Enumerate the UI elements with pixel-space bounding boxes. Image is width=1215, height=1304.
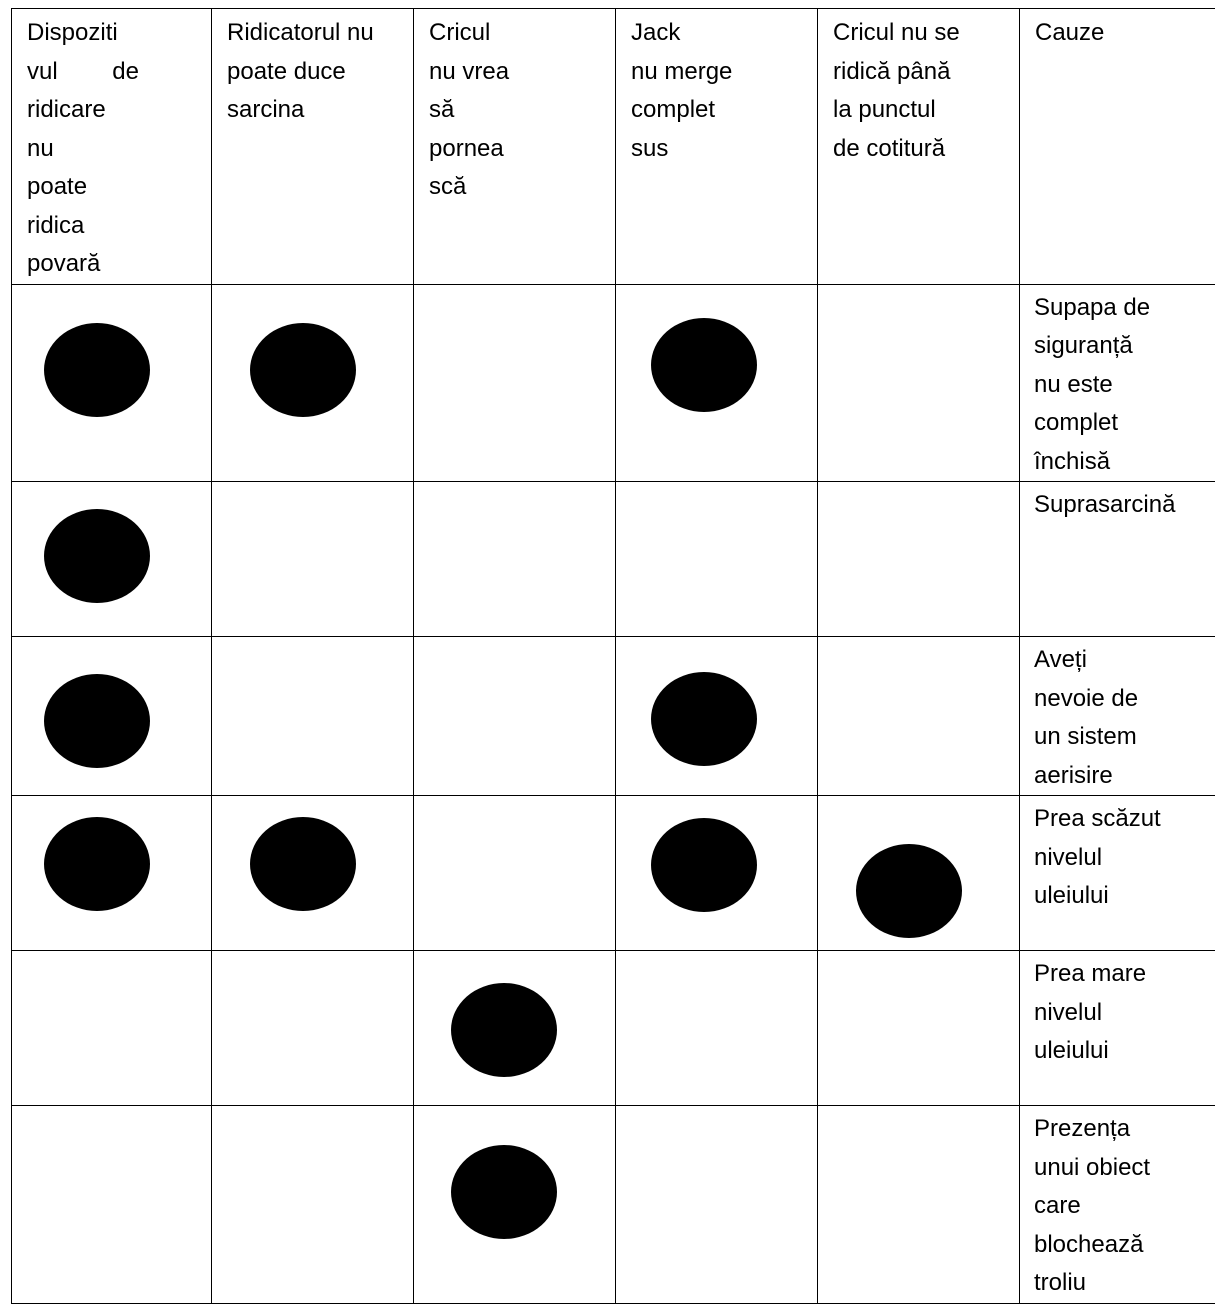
header-line: poate — [27, 168, 201, 207]
header-cell — [12, 9, 212, 285]
cause-cell — [1020, 951, 1215, 1106]
table-row — [12, 796, 1215, 951]
cause-line: nu este — [1034, 366, 1209, 405]
filled-circle-mark — [451, 983, 557, 1077]
cause-line: Prea scăzut — [1034, 800, 1209, 839]
header-word: vul — [27, 53, 58, 92]
header-line: pornea — [429, 130, 605, 169]
mark-cell — [12, 284, 212, 482]
mark-cell — [616, 1106, 818, 1304]
cause-cell — [1020, 1106, 1215, 1304]
mark-cell — [616, 284, 818, 482]
header-line: ridică până — [833, 53, 1009, 92]
cause-line: Supapa de — [1034, 289, 1209, 328]
filled-circle-mark — [651, 818, 757, 912]
mark-cell — [12, 796, 212, 951]
header-line: nu — [27, 130, 201, 169]
header-cell — [212, 9, 414, 285]
filled-circle-mark — [44, 674, 150, 768]
header-line: ridicare — [27, 91, 201, 130]
table-row — [12, 482, 1215, 637]
header-line: povară — [27, 245, 201, 284]
header-line: sus — [631, 130, 807, 169]
mark-cell — [212, 482, 414, 637]
mark-cell — [616, 482, 818, 637]
mark-cell — [12, 637, 212, 796]
header-line: nu vrea — [429, 53, 605, 92]
mark-cell — [212, 284, 414, 482]
header-word: de — [112, 53, 139, 92]
mark-cell — [616, 637, 818, 796]
cause-line: uleiului — [1034, 877, 1209, 916]
table-row — [12, 951, 1215, 1106]
filled-circle-mark — [44, 323, 150, 417]
header-line: Jack — [631, 14, 807, 53]
filled-circle-mark — [651, 318, 757, 412]
mark-cell — [414, 1106, 616, 1304]
mark-cell — [12, 951, 212, 1106]
cause-line: Suprasarcină — [1034, 486, 1209, 525]
mark-cell — [616, 951, 818, 1106]
header-line — [27, 53, 139, 92]
header-cell — [818, 9, 1020, 285]
header-line: poate duce — [227, 53, 403, 92]
mark-cell — [818, 951, 1020, 1106]
mark-cell — [414, 796, 616, 951]
mark-cell — [212, 796, 414, 951]
mark-cell — [818, 637, 1020, 796]
mark-cell — [414, 284, 616, 482]
header-line: nu merge — [631, 53, 807, 92]
cause-line: troliu — [1034, 1264, 1209, 1303]
mark-cell — [818, 796, 1020, 951]
header-line: sarcina — [227, 91, 403, 130]
filled-circle-mark — [250, 817, 356, 911]
cause-line: închisă — [1034, 443, 1209, 482]
header-line: Cauze — [1035, 14, 1205, 53]
header-row — [12, 9, 1215, 285]
mark-cell — [414, 482, 616, 637]
cause-line: Aveți — [1034, 641, 1209, 680]
mark-cell — [12, 482, 212, 637]
header-line: Ridicatorul nu — [227, 14, 403, 53]
cause-line: nivelul — [1034, 839, 1209, 878]
cause-line: unui obiect — [1034, 1149, 1209, 1188]
filled-circle-mark — [250, 323, 356, 417]
filled-circle-mark — [44, 509, 150, 603]
cause-line: un sistem — [1034, 718, 1209, 757]
header-line: să — [429, 91, 605, 130]
header-line: complet — [631, 91, 807, 130]
cause-line: care — [1034, 1187, 1209, 1226]
cause-line: aerisire — [1034, 757, 1209, 796]
header-line: ridica — [27, 207, 201, 246]
table-row — [12, 637, 1215, 796]
mark-cell — [818, 284, 1020, 482]
mark-cell — [616, 796, 818, 951]
header-cell — [616, 9, 818, 285]
filled-circle-mark — [44, 817, 150, 911]
header-line: scă — [429, 168, 605, 207]
mark-cell — [414, 951, 616, 1106]
mark-cell — [818, 1106, 1020, 1304]
header-line: Cricul nu se — [833, 14, 1009, 53]
cause-line: siguranță — [1034, 327, 1209, 366]
header-cell — [1020, 9, 1215, 285]
cause-cell — [1020, 482, 1215, 637]
filled-circle-mark — [451, 1145, 557, 1239]
cause-cell — [1020, 796, 1215, 951]
cause-line: Prezența — [1034, 1110, 1209, 1149]
table-row — [12, 284, 1215, 482]
header-line: la punctul — [833, 91, 1009, 130]
table-row — [12, 1106, 1215, 1304]
cause-line: nevoie de — [1034, 680, 1209, 719]
header-line: Cricul — [429, 14, 605, 53]
cause-line: uleiului — [1034, 1032, 1209, 1071]
cause-line: blochează — [1034, 1226, 1209, 1265]
troubleshooting-table — [11, 8, 1215, 1304]
cause-line: nivelul — [1034, 994, 1209, 1033]
cause-line: Prea mare — [1034, 955, 1209, 994]
cause-line: complet — [1034, 404, 1209, 443]
cause-cell — [1020, 637, 1215, 796]
mark-cell — [212, 1106, 414, 1304]
mark-cell — [12, 1106, 212, 1304]
filled-circle-mark — [856, 844, 962, 938]
header-line: de cotitură — [833, 130, 1009, 169]
mark-cell — [818, 482, 1020, 637]
cause-cell — [1020, 284, 1215, 482]
mark-cell — [414, 637, 616, 796]
header-cell — [414, 9, 616, 285]
header-line: Dispoziti — [27, 14, 201, 53]
mark-cell — [212, 637, 414, 796]
mark-cell — [212, 951, 414, 1106]
filled-circle-mark — [651, 672, 757, 766]
